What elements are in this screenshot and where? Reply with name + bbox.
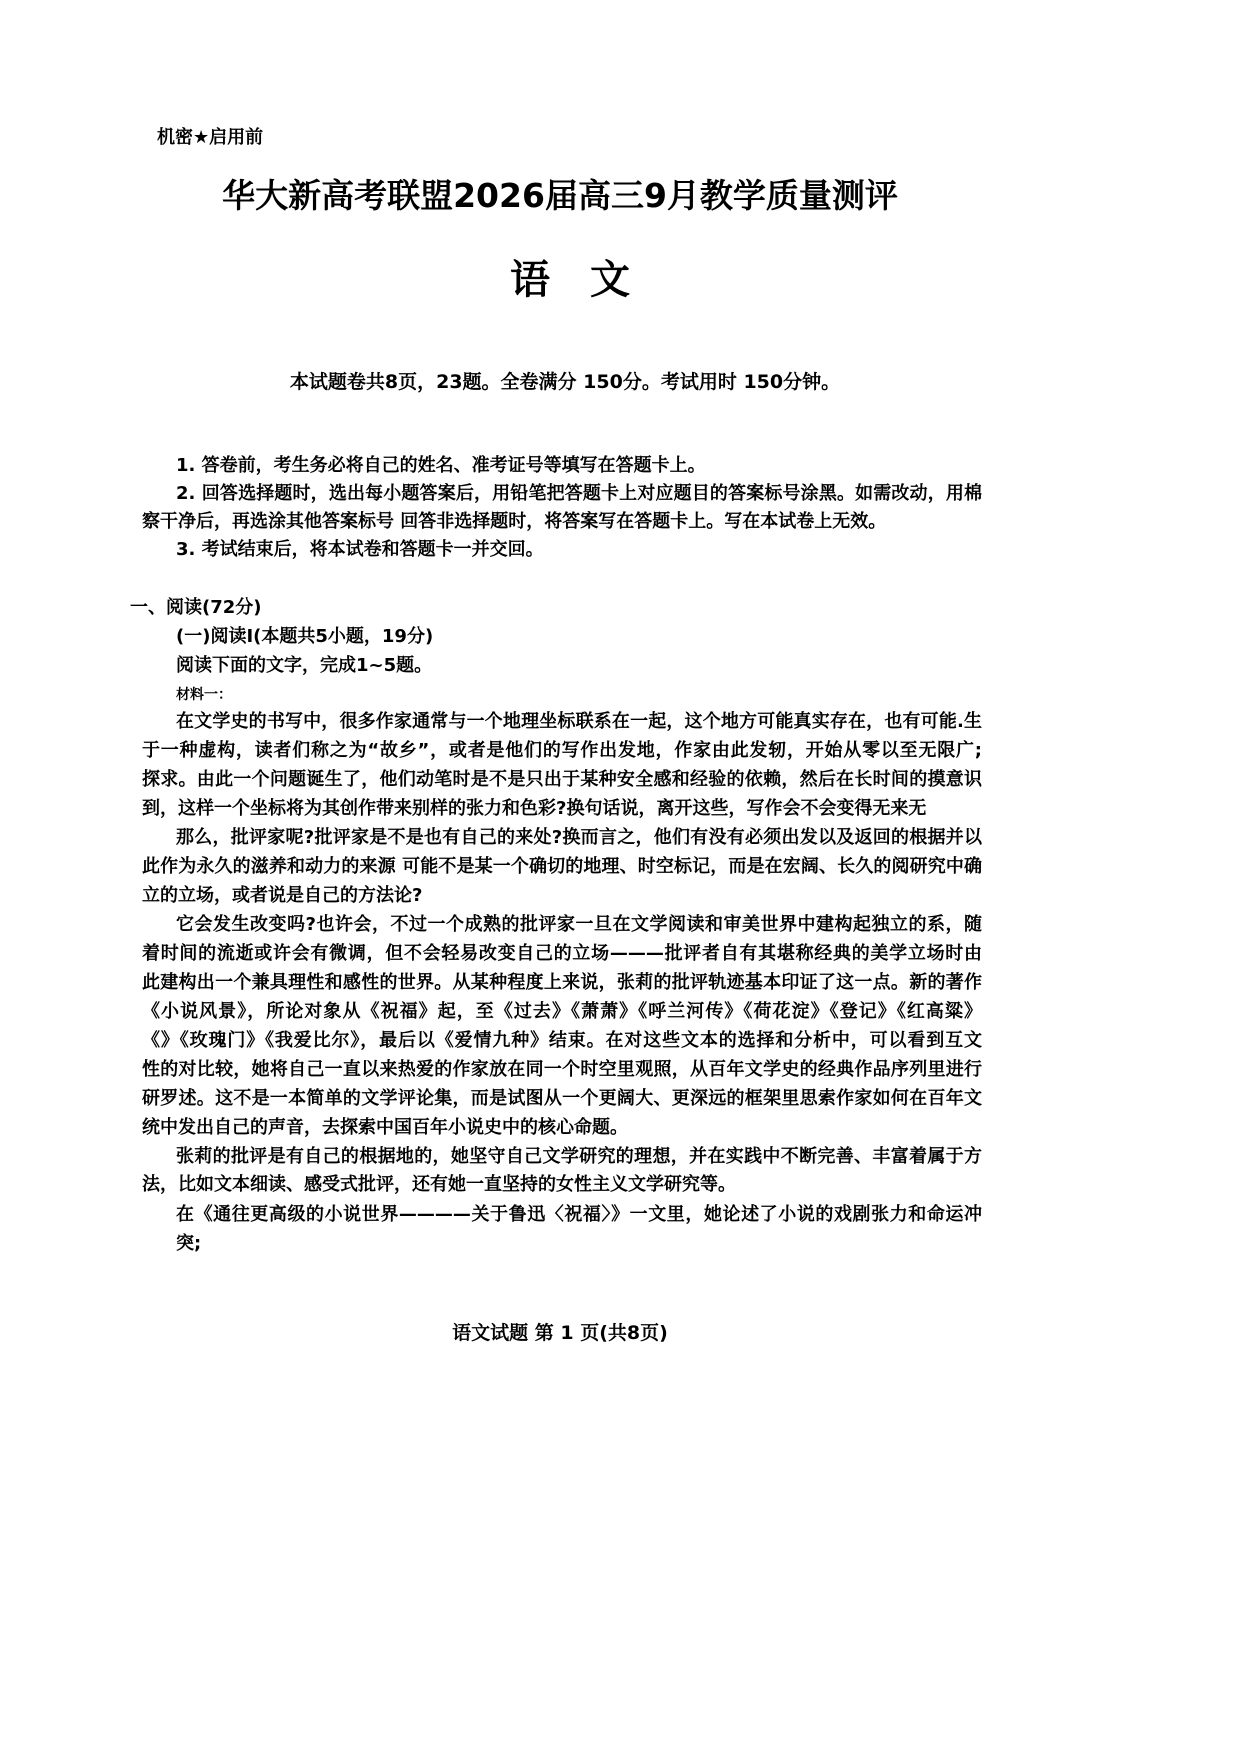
exam-title: 华大新高考联盟2026届高三9月教学质量测评: [222, 176, 898, 215]
instruction-1: 1. 答卷前，考生务必将自己的姓名、准考证号等填写在答题卡上。: [176, 455, 706, 476]
material-label: 材料一：: [176, 687, 232, 703]
body-line: 着时间的流逝或许会有微调，但不会轻易改变自己的立场———批评者自有其堪称经典的美学立场时由: [142, 943, 982, 964]
body-line: 探求。由此一个问题诞生了，他们动笔时是不是只出于某种安全感和经验的依赖，然后在长时间的摸意识: [142, 769, 982, 790]
body-line: 它会发生改变吗?也许会，不过一个成熟的批评家一旦在文学阅读和审美世界中建构起独立的系，随: [176, 914, 982, 935]
body-line: 此建构出一个兼具理性和感性的世界。从某种程度上来说，张莉的批评轨迹基本印证了这一点。新的著作: [142, 972, 982, 993]
body-line: 《》《玫瑰门》《我爱比尔》，最后以《爱情九种》结束。在对这些文本的选择和分析中，可以看到互文: [142, 1030, 982, 1051]
body-line: 立的立场，或者说是自己的方法论?: [142, 885, 423, 906]
body-line: 统中发出自己的声音，去探索中国百年小说史中的核心命题。: [142, 1117, 628, 1138]
section-heading: 一、阅读(72分): [130, 597, 262, 618]
page-footer: 语文试题 第 1 页(共8页): [452, 1322, 668, 1344]
instruction-2-cont: 察干净后，再选涂其他答案标号 回答非选择题时，将答案写在答题卡上。写在本试卷上无效。: [142, 511, 887, 532]
reading-prompt: 阅读下面的文字，完成1~5题。: [176, 655, 433, 676]
body-line: 张莉的批评是有自己的根据地的，她坚守自己文学研究的理想，并在实践中不断完善、丰富着属于方: [176, 1146, 982, 1167]
body-line: 此作为永久的滋养和动力的来源 可能不是某一个确切的地理、时空标记，而是在宏阔、长久的阅研究中确: [142, 856, 982, 877]
body-line: 法，比如文本细读、感受式批评，还有她一直坚持的女性主义文学研究等。: [142, 1174, 736, 1195]
body-line: 《小说风景》，所论对象从《祝福》起，至《过去》《萧萧》《呼兰河传》《荷花淀》《登记》《红高粱》: [142, 1001, 982, 1022]
body-line: 性的对比较，她将自己一直以来热爱的作家放在同一个时空里观照，从百年文学史的经典作品序列里进行: [142, 1059, 982, 1080]
instruction-3: 3. 考试结束后，将本试卷和答题卡一并交回。: [176, 539, 544, 560]
body-line: 研罗述。这不是一本简单的文学评论集，而是试图从一个更阔大、更深远的框架里思索作家如何在百年文: [142, 1088, 982, 1109]
body-line: 在文学史的书写中，很多作家通常与一个地理坐标联系在一起，这个地方可能真实存在，也有可能.生: [176, 711, 982, 732]
subsection-heading: (一)阅读Ⅰ(本题共5小题，19分): [176, 626, 434, 647]
body-line: 那么，批评家呢?批评家是不是也有自己的来处?换而言之，他们有没有必须出发以及返回的根据并以: [176, 827, 982, 848]
subject-title: 语 文: [510, 257, 630, 303]
body-line: 到，这样一个坐标将为其创作带来别样的张力和色彩?换句话说，离开这些，写作会不会变得无来无: [142, 798, 927, 819]
exam-info: 本试题卷共8页，23题。全卷满分 150分。考试用时 150分钟。: [289, 371, 841, 393]
body-line: 于一种虚构，读者们称之为“故乡”，或者是他们的写作出发地，作家由此发轫，开始从零以至无限广;: [142, 740, 982, 761]
instruction-2: 2. 回答选择题时，选出每小题答案后，用铅笔把答题卡上对应题目的答案标号涂黑。如需改动，用棉: [176, 483, 982, 504]
body-line: 突;: [176, 1233, 202, 1254]
body-line: 在《通往更高级的小说世界————关于鲁迅〈祝福〉》一文里，她论述了小说的戏剧张力和命运冲: [176, 1204, 982, 1225]
confidential-label: 机密★启用前: [157, 127, 264, 148]
